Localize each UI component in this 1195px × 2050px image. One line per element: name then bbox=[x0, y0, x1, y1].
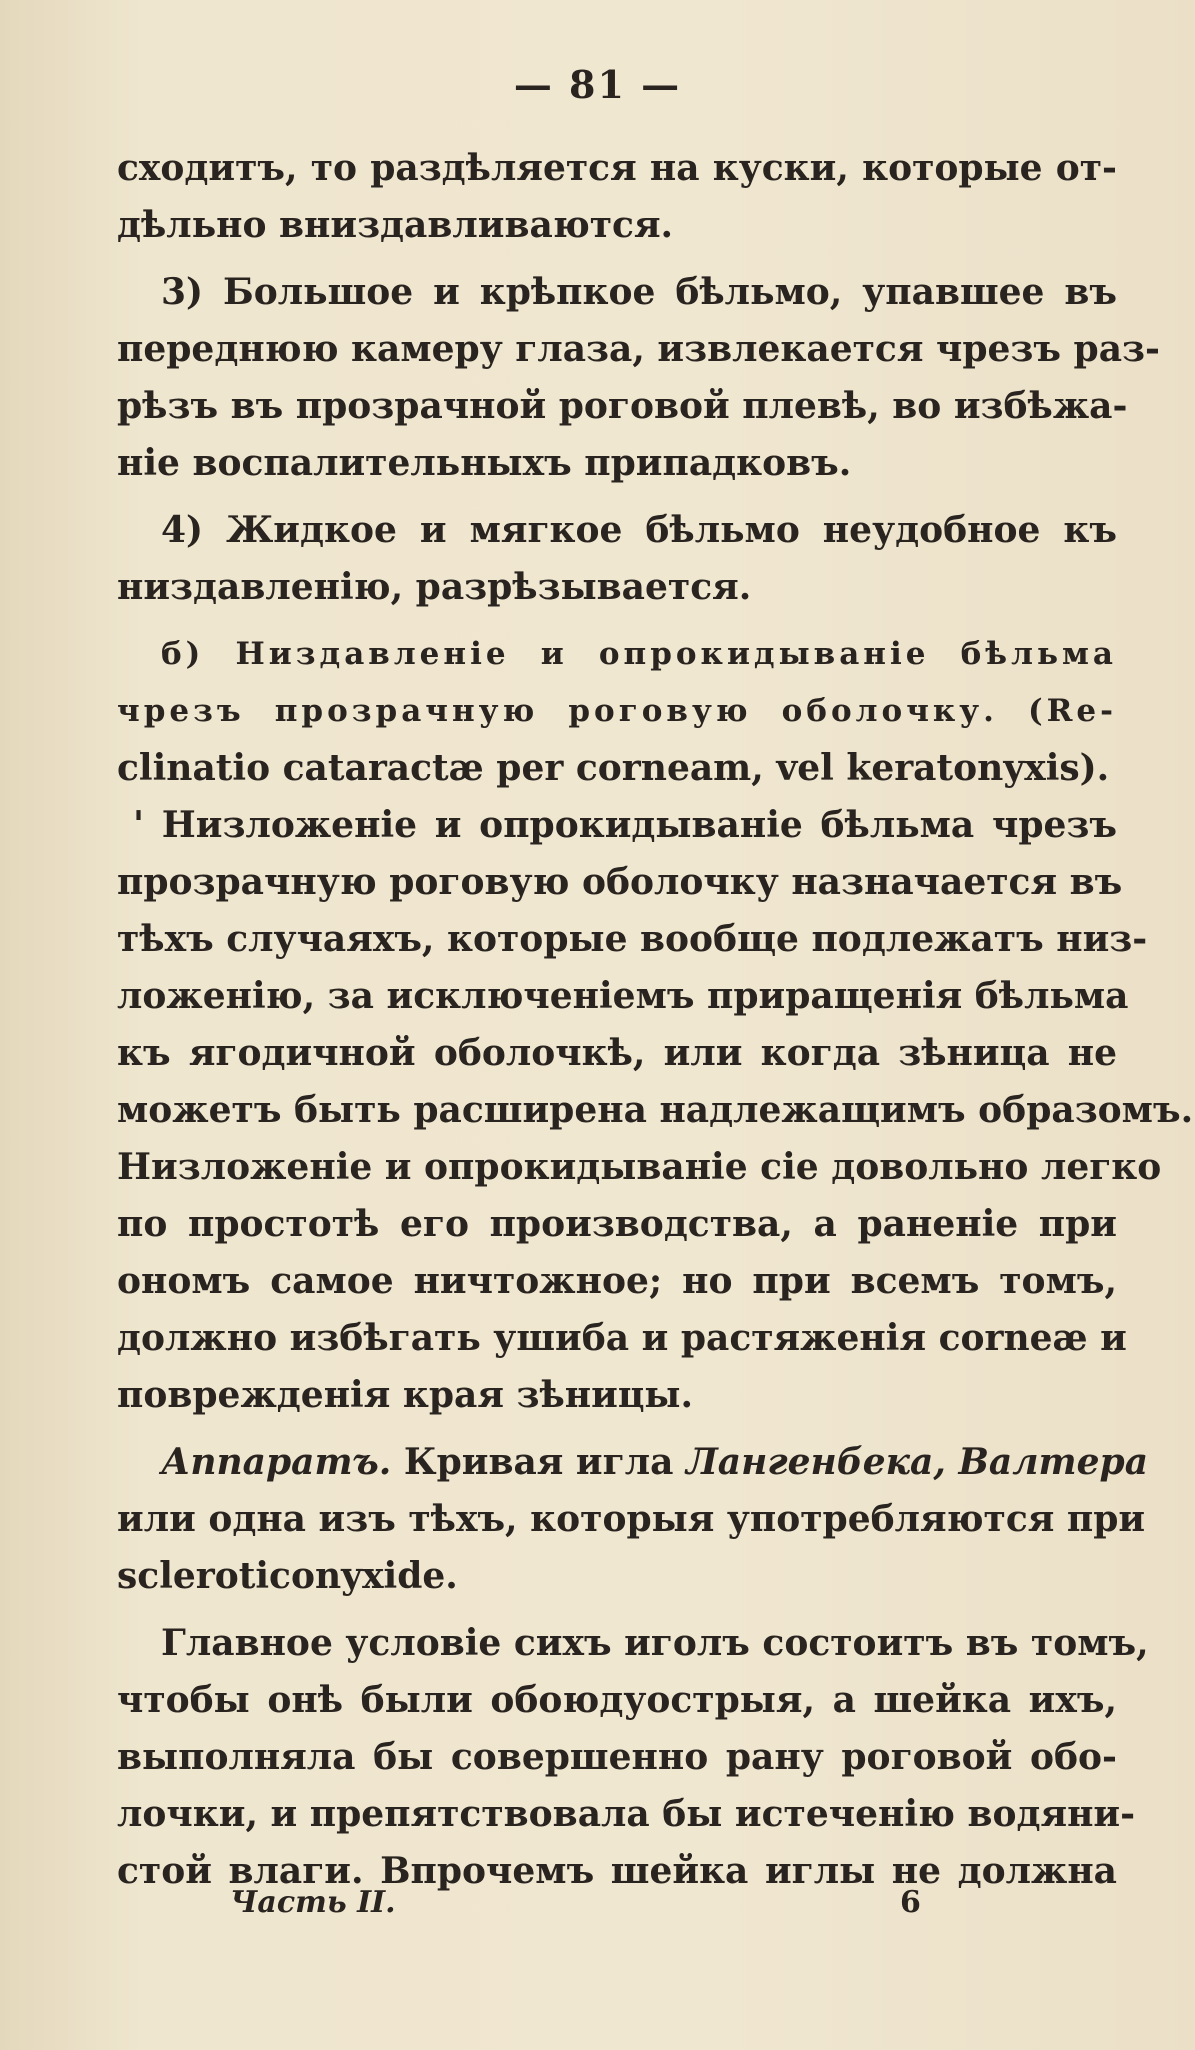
text-line: ономъ самое ничтожное; но при всемъ томъ, bbox=[117, 1260, 1117, 1302]
latin-term-line: clinatio cataractæ per corneam, vel keratonyxis). bbox=[117, 747, 1110, 789]
text-line: низдавленiю, разрѣзывается. bbox=[117, 566, 752, 608]
author-name: Лангенбека, bbox=[685, 1441, 946, 1483]
paragraph-2 bbox=[117, 502, 1117, 559]
text-line: можетъ быть расширена надлежащимъ образомъ. bbox=[117, 1089, 1194, 1131]
text-line: 3) Большое и крѣпкое бѣльмо, упавшее въ bbox=[161, 271, 1117, 313]
text-line: переднюю камеру глаза, извлекается чрезъ раз- bbox=[117, 328, 1160, 370]
text-line: чтобы онѣ были обоюдуострыя, а шейка ихъ, bbox=[117, 1679, 1117, 1721]
text-line: рѣзъ въ прозрачной роговой плевѣ, во избѣжа- bbox=[117, 385, 1128, 427]
page-text bbox=[117, 140, 1194, 1900]
paragraph-6 bbox=[117, 1615, 1149, 1900]
paragraph-5 bbox=[117, 1434, 1149, 1605]
paragraph-0 bbox=[117, 140, 1117, 254]
text-line: тѣхъ случаяхъ, которые вообще подлежатъ низ- bbox=[117, 918, 1148, 960]
text-line: поврежденiя края зѣницы. bbox=[117, 1374, 694, 1416]
text-line: 4) Жидкое и мягкое бѣльмо неудобное къ bbox=[161, 509, 1117, 551]
text-line: scleroticonyxide. bbox=[117, 1555, 458, 1597]
signature-mark: Часть II. bbox=[230, 1885, 396, 1920]
paragraph-1-cont bbox=[117, 321, 1160, 492]
paragraph-3-heading bbox=[117, 626, 1117, 797]
section-heading-line: чрезъ прозрачную роговую оболочку. (Re- bbox=[117, 693, 1117, 729]
apparatus-line bbox=[117, 1434, 1149, 1491]
text-line: дѣльно вниздавливаются. bbox=[117, 204, 674, 246]
text-line: Главное условiе сихъ иголъ состоитъ въ томъ, bbox=[161, 1622, 1149, 1664]
paragraph-4 bbox=[117, 797, 1194, 1424]
paragraph-1 bbox=[117, 264, 1117, 321]
text-line: или одна изъ тѣхъ, которыя употребляются при bbox=[117, 1498, 1146, 1540]
text-span: Кривая игла bbox=[403, 1441, 674, 1483]
text-line: стой влаги. Впрочемъ шейка иглы не должна bbox=[117, 1850, 1117, 1892]
apparatus-label: Аппаратъ. bbox=[161, 1441, 392, 1483]
text-line: ' Низложенiе и опрокидыванiе бѣльма чрезъ bbox=[133, 804, 1117, 846]
text-line: выполняла бы совершенно рану роговой обо- bbox=[117, 1736, 1117, 1778]
text-line: прозрачную роговую оболочку назначается въ bbox=[117, 861, 1123, 903]
text-line: ложенiю, за исключенiемъ приращенiя бѣльма bbox=[117, 975, 1129, 1017]
text-line: Низложенiе и опрокидыванiе сiе довольно легко bbox=[117, 1146, 1162, 1188]
text-line: нiе воспалительныхъ припадковъ. bbox=[117, 442, 852, 484]
sheet-number: 6 bbox=[900, 1885, 921, 1920]
text-line: по простотѣ его производства, а раненiе при bbox=[117, 1203, 1117, 1245]
page-number: — 81 — bbox=[513, 62, 682, 107]
text-line: сходитъ, то раздѣляется на куски, которые от- bbox=[117, 147, 1117, 189]
paragraph-2-cont bbox=[117, 559, 1117, 616]
section-heading-line: б) Низдавленiе и опрокидыванiе бѣльма bbox=[161, 636, 1117, 672]
text-line: лочки, и препятствовала бы истеченiю водяни- bbox=[117, 1793, 1136, 1835]
text-line: къ ягодичной оболочкѣ, или когда зѣница не bbox=[117, 1032, 1117, 1074]
author-name: Валтера bbox=[958, 1441, 1149, 1483]
text-line: должно избѣгать ушиба и растяженiя corneæ и bbox=[117, 1317, 1127, 1359]
